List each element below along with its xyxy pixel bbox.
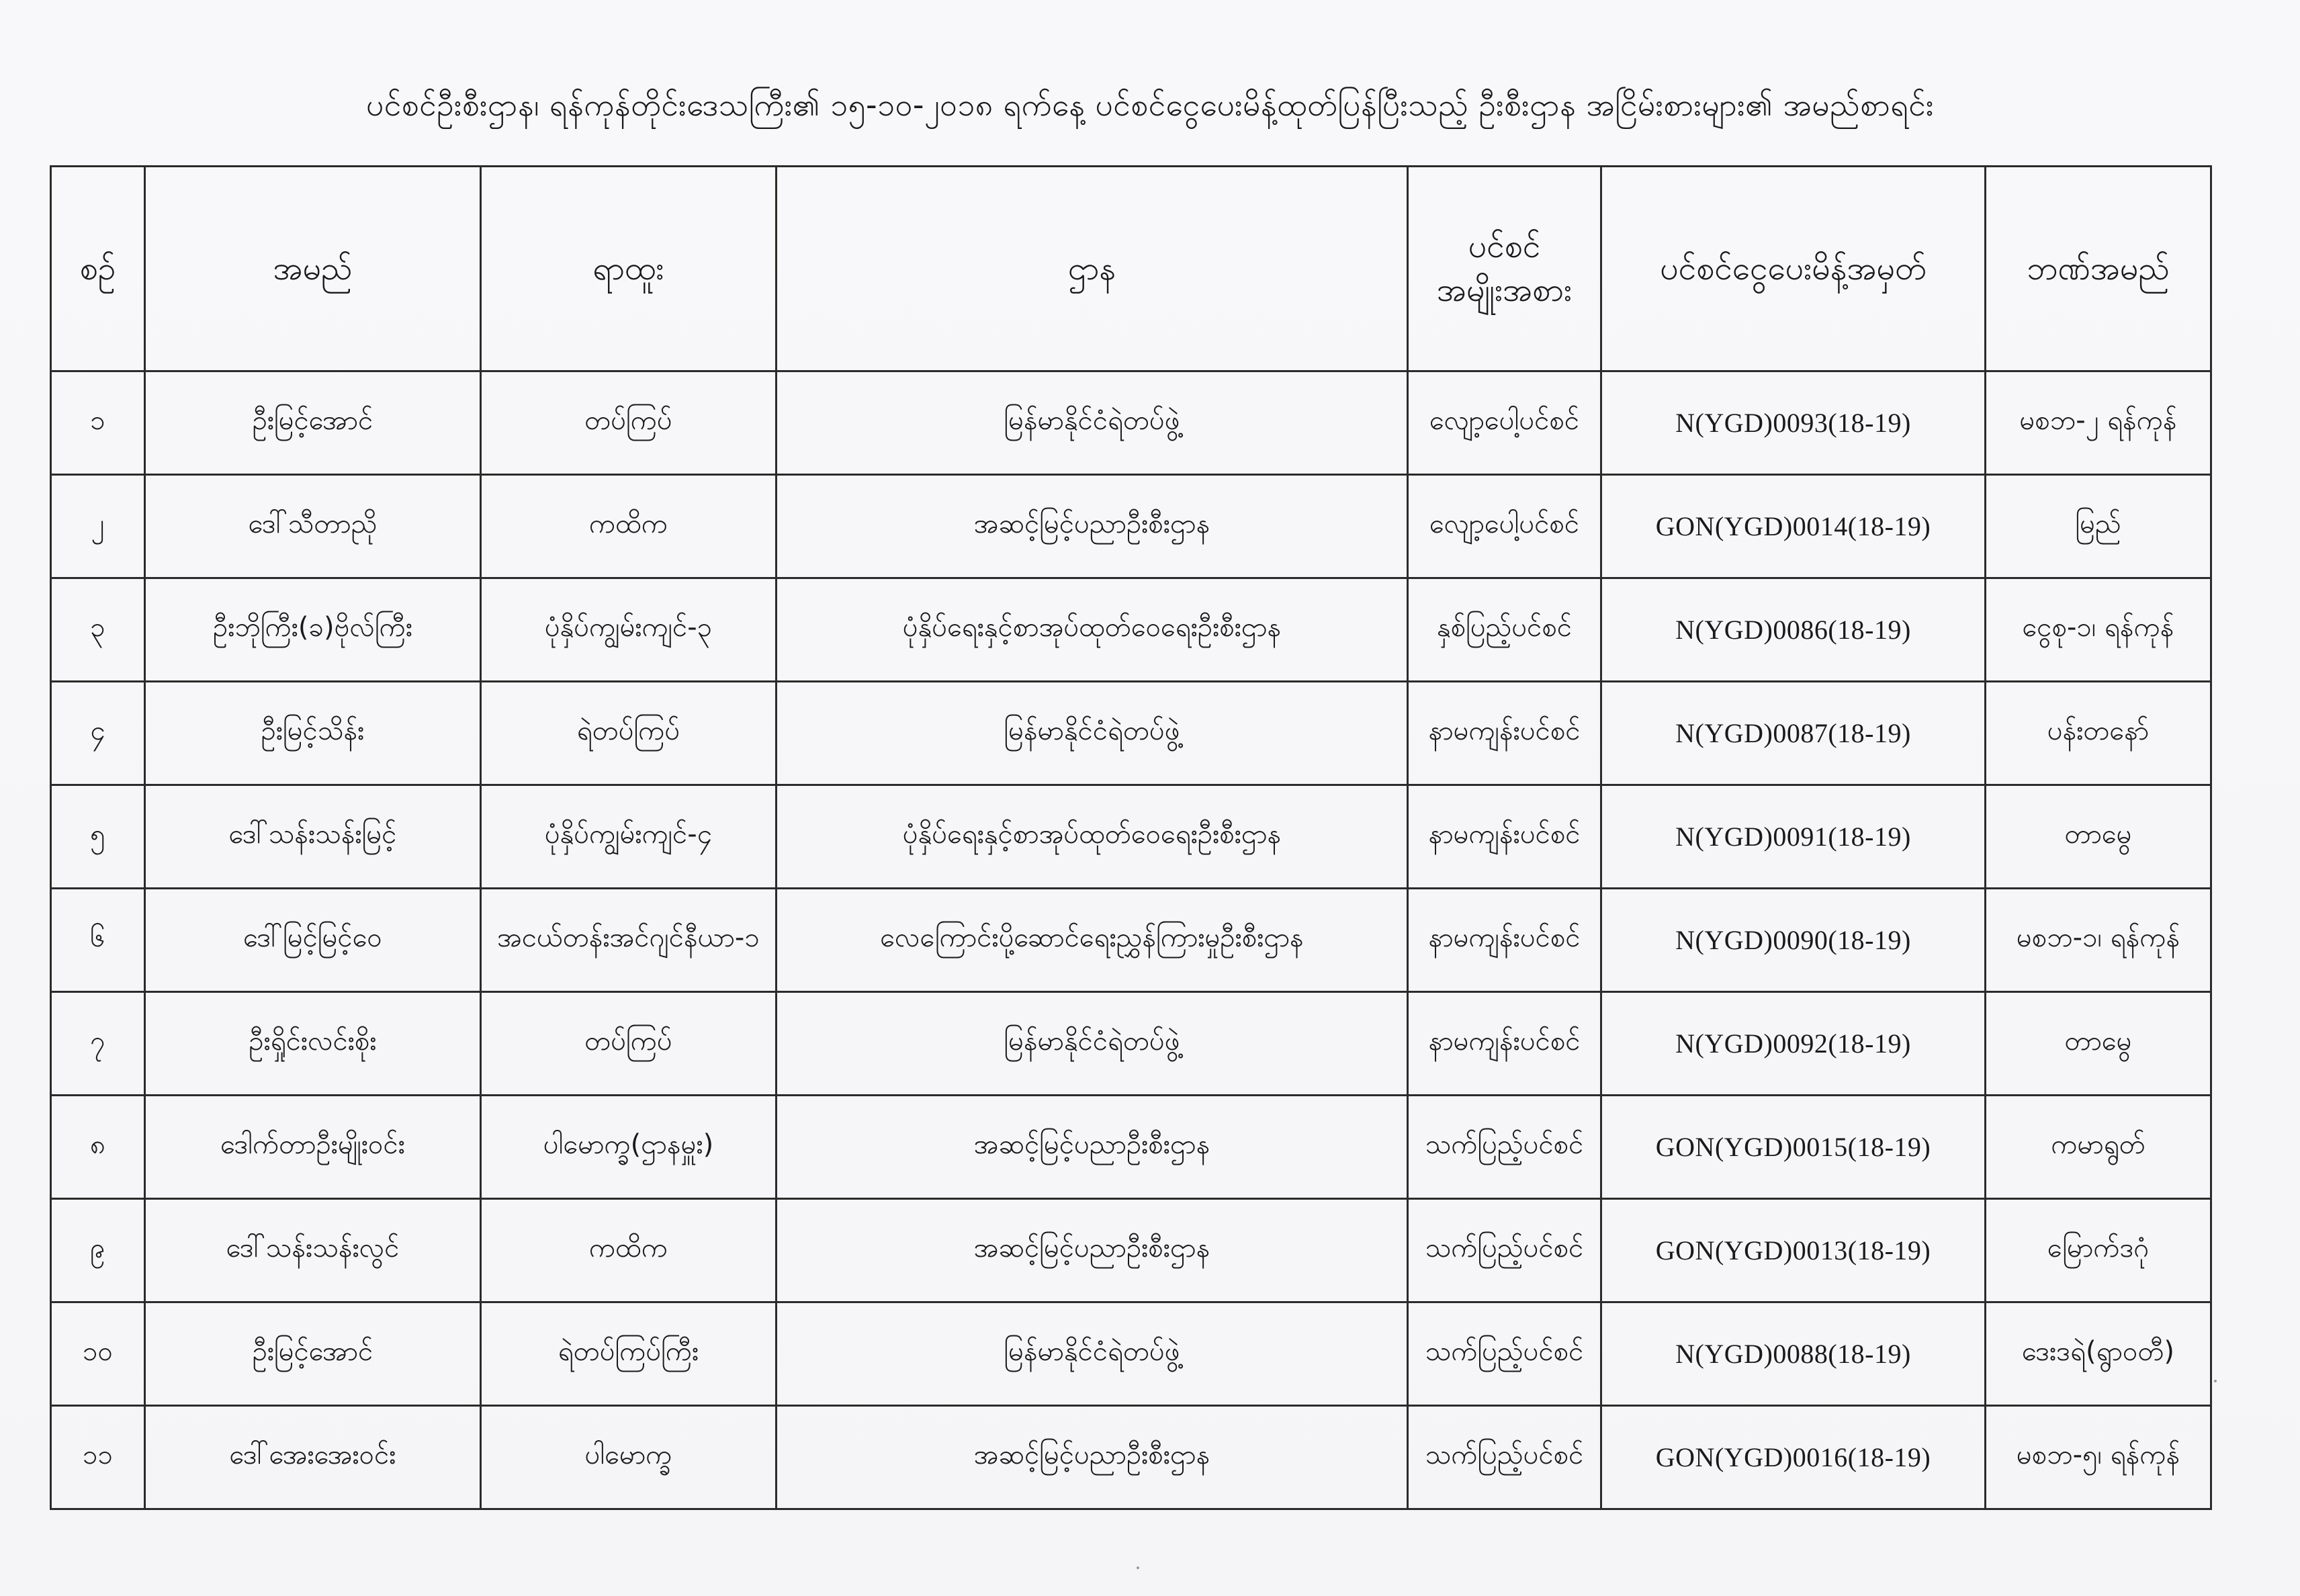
cell-pension-type: သက်ပြည့်ပင်စင် — [1408, 1096, 1601, 1199]
cell-position: ရဲတပ်ကြပ်ကြီး — [481, 1302, 777, 1406]
cell-department: အဆင့်မြင့်ပညာဦးစီးဌာန — [777, 1096, 1408, 1199]
cell-pension-type: သက်ပြည့်ပင်စင် — [1408, 1302, 1601, 1406]
cell-name: ဦးမြင့်အောင် — [145, 1302, 481, 1406]
cell-position: ပါမောက္ခ(ဌာနမှူး) — [481, 1096, 777, 1199]
cell-department: ပုံနှိပ်ရေးနှင့်စာအုပ်ထုတ်ဝေရေးဦးစီးဌာန — [777, 578, 1408, 682]
cell-position: ပုံနှိပ်ကျွမ်းကျင်-၄ — [481, 785, 777, 889]
cell-permit-no: N(YGD)0093(18-19) — [1601, 371, 1986, 475]
table-row — [51, 1302, 2211, 1406]
table-row — [51, 992, 2211, 1096]
cell-bank: မစဘ-၅၊ ရန်ကုန် — [1986, 1406, 2211, 1509]
cell-permit-no: GON(YGD)0013(18-19) — [1601, 1199, 1986, 1302]
cell-no: ၁၀ — [51, 1302, 145, 1406]
cell-name: ဒေါက်တာဦးမျိုးဝင်း — [145, 1096, 481, 1199]
cell-pension-type: နာမကျန်းပင်စင် — [1408, 682, 1601, 785]
cell-permit-no: N(YGD)0092(18-19) — [1601, 992, 1986, 1096]
cell-no: ၄ — [51, 682, 145, 785]
cell-bank: ငွေစု-၁၊ ရန်ကုန် — [1986, 578, 2211, 682]
cell-pension-type: နာမကျန်းပင်စင် — [1408, 785, 1601, 889]
table-row — [51, 371, 2211, 475]
pension-roster-table — [50, 165, 2212, 1510]
cell-name: ဒေါ်သန်းသန်းမြင့် — [145, 785, 481, 889]
cell-no: ၈ — [51, 1096, 145, 1199]
table-header-row — [51, 167, 2211, 371]
cell-name: ဦးရှိုင်းလင်းစိုး — [145, 992, 481, 1096]
cell-position: ကထိက — [481, 475, 777, 578]
cell-department: မြန်မာနိုင်ငံရဲတပ်ဖွဲ့ — [777, 992, 1408, 1096]
header-bank: ဘဏ်အမည် — [1986, 167, 2211, 371]
cell-bank: မစဘ-၂ ရန်ကုန် — [1986, 371, 2211, 475]
header-no: စဥ် — [51, 167, 145, 371]
table-body — [51, 371, 2211, 1509]
cell-department: အဆင့်မြင့်ပညာဦးစီးဌာန — [777, 1199, 1408, 1302]
cell-no: ၇ — [51, 992, 145, 1096]
header-pension-type — [1408, 167, 1601, 371]
header-permit-no: ပင်စင်ငွေပေးမိန့်အမှတ် — [1601, 167, 1986, 371]
cell-bank: တာမွေ — [1986, 992, 2211, 1096]
cell-no: ၅ — [51, 785, 145, 889]
cell-department: ပုံနှိပ်ရေးနှင့်စာအုပ်ထုတ်ဝေရေးဦးစီးဌာန — [777, 785, 1408, 889]
table-row — [51, 889, 2211, 992]
cell-permit-no: N(YGD)0086(18-19) — [1601, 578, 1986, 682]
header-department: ဌာန — [777, 167, 1408, 371]
cell-no: ၃ — [51, 578, 145, 682]
document-title: ပင်စင်ဦးစီးဌာန၊ ရန်ကုန်တိုင်းဒေသကြီး၏ ၁၅-၁၀-၂၀၁၈ ရက်နေ့ ပင်စင်ငွေပေးမိန့်ထုတ်ပြန်ပြီးသည့် ဦးစီးဌာန အငြိမ်းစားများ၏ အမည်စာရင်း — [366, 87, 1934, 123]
cell-name: ဒေါ်အေးအေးဝင်း — [145, 1406, 481, 1509]
cell-no: ၉ — [51, 1199, 145, 1302]
cell-bank: ကမာရွတ် — [1986, 1096, 2211, 1199]
cell-bank: ဒေးဒရဲ(ရွာဝတီ) — [1986, 1302, 2211, 1406]
table-row — [51, 1199, 2211, 1302]
cell-department: မြန်မာနိုင်ငံရဲတပ်ဖွဲ့ — [777, 371, 1408, 475]
header-position: ရာထူး — [481, 167, 777, 371]
cell-permit-no: N(YGD)0091(18-19) — [1601, 785, 1986, 889]
cell-name: ဒေါ်သန်းသန်းလွင် — [145, 1199, 481, 1302]
cell-name: ဦးဘိုကြီး(ခ)ဗိုလ်ကြီး — [145, 578, 481, 682]
table-row — [51, 475, 2211, 578]
cell-permit-no: GON(YGD)0016(18-19) — [1601, 1406, 1986, 1509]
cell-pension-type: သက်ပြည့်ပင်စင် — [1408, 1199, 1601, 1302]
scan-speck — [2214, 1380, 2217, 1382]
cell-pension-type: သက်ပြည့်ပင်စင် — [1408, 1406, 1601, 1509]
cell-permit-no: N(YGD)0087(18-19) — [1601, 682, 1986, 785]
cell-position: ကထိက — [481, 1199, 777, 1302]
cell-bank: မြည် — [1986, 475, 2211, 578]
cell-position: အငယ်တန်းအင်ဂျင်နီယာ-၁ — [481, 889, 777, 992]
header-pension-type-line2: အမျိုးအစား — [1436, 271, 1573, 309]
header-name: အမည် — [145, 167, 481, 371]
cell-position: တပ်ကြပ် — [481, 992, 777, 1096]
cell-department: အဆင့်မြင့်ပညာဦးစီးဌာန — [777, 475, 1408, 578]
cell-no: ၆ — [51, 889, 145, 992]
cell-bank: ပန်းတနော် — [1986, 682, 2211, 785]
cell-permit-no: GON(YGD)0014(18-19) — [1601, 475, 1986, 578]
cell-no: ၁ — [51, 371, 145, 475]
cell-name: ဒေါ်မြင့်မြင့်ဝေ — [145, 889, 481, 992]
cell-pension-type: နာမကျန်းပင်စင် — [1408, 889, 1601, 992]
table-row — [51, 1096, 2211, 1199]
table-row — [51, 785, 2211, 889]
cell-pension-type: လျော့ပေါ့ပင်စင် — [1408, 475, 1601, 578]
cell-position: ရဲတပ်ကြပ် — [481, 682, 777, 785]
cell-department: မြန်မာနိုင်ငံရဲတပ်ဖွဲ့ — [777, 682, 1408, 785]
cell-bank: တာမွေ — [1986, 785, 2211, 889]
header-pension-type-line1: ပင်စင် — [1468, 228, 1541, 266]
cell-bank: မစဘ-၁၊ ရန်ကုန် — [1986, 889, 2211, 992]
cell-bank: မြောက်ဒဂုံ — [1986, 1199, 2211, 1302]
cell-permit-no: GON(YGD)0015(18-19) — [1601, 1096, 1986, 1199]
cell-pension-type: နာမကျန်းပင်စင် — [1408, 992, 1601, 1096]
table-row — [51, 1406, 2211, 1509]
cell-department: အဆင့်မြင့်ပညာဦးစီးဌာန — [777, 1406, 1408, 1509]
cell-no: ၁၁ — [51, 1406, 145, 1509]
cell-name: ဦးမြင့်အောင် — [145, 371, 481, 475]
table-row — [51, 682, 2211, 785]
cell-position: ပုံနှိပ်ကျွမ်းကျင်-၃ — [481, 578, 777, 682]
cell-pension-type: လျော့ပေါ့ပင်စင် — [1408, 371, 1601, 475]
cell-position: တပ်ကြပ် — [481, 371, 777, 475]
cell-department: လေကြောင်းပို့ဆောင်ရေးညွှန်ကြားမှုဦးစီးဌာန — [777, 889, 1408, 992]
cell-permit-no: N(YGD)0088(18-19) — [1601, 1302, 1986, 1406]
cell-no: ၂ — [51, 475, 145, 578]
table-row — [51, 578, 2211, 682]
cell-pension-type: နှစ်ပြည့်ပင်စင် — [1408, 578, 1601, 682]
cell-name: ဦးမြင့်သိန်း — [145, 682, 481, 785]
cell-position: ပါမောက္ခ — [481, 1406, 777, 1509]
cell-name: ဒေါ်သီတာညို — [145, 475, 481, 578]
cell-department: မြန်မာနိုင်ငံရဲတပ်ဖွဲ့ — [777, 1302, 1408, 1406]
cell-permit-no: N(YGD)0090(18-19) — [1601, 889, 1986, 992]
scan-speck — [1137, 1566, 1139, 1569]
